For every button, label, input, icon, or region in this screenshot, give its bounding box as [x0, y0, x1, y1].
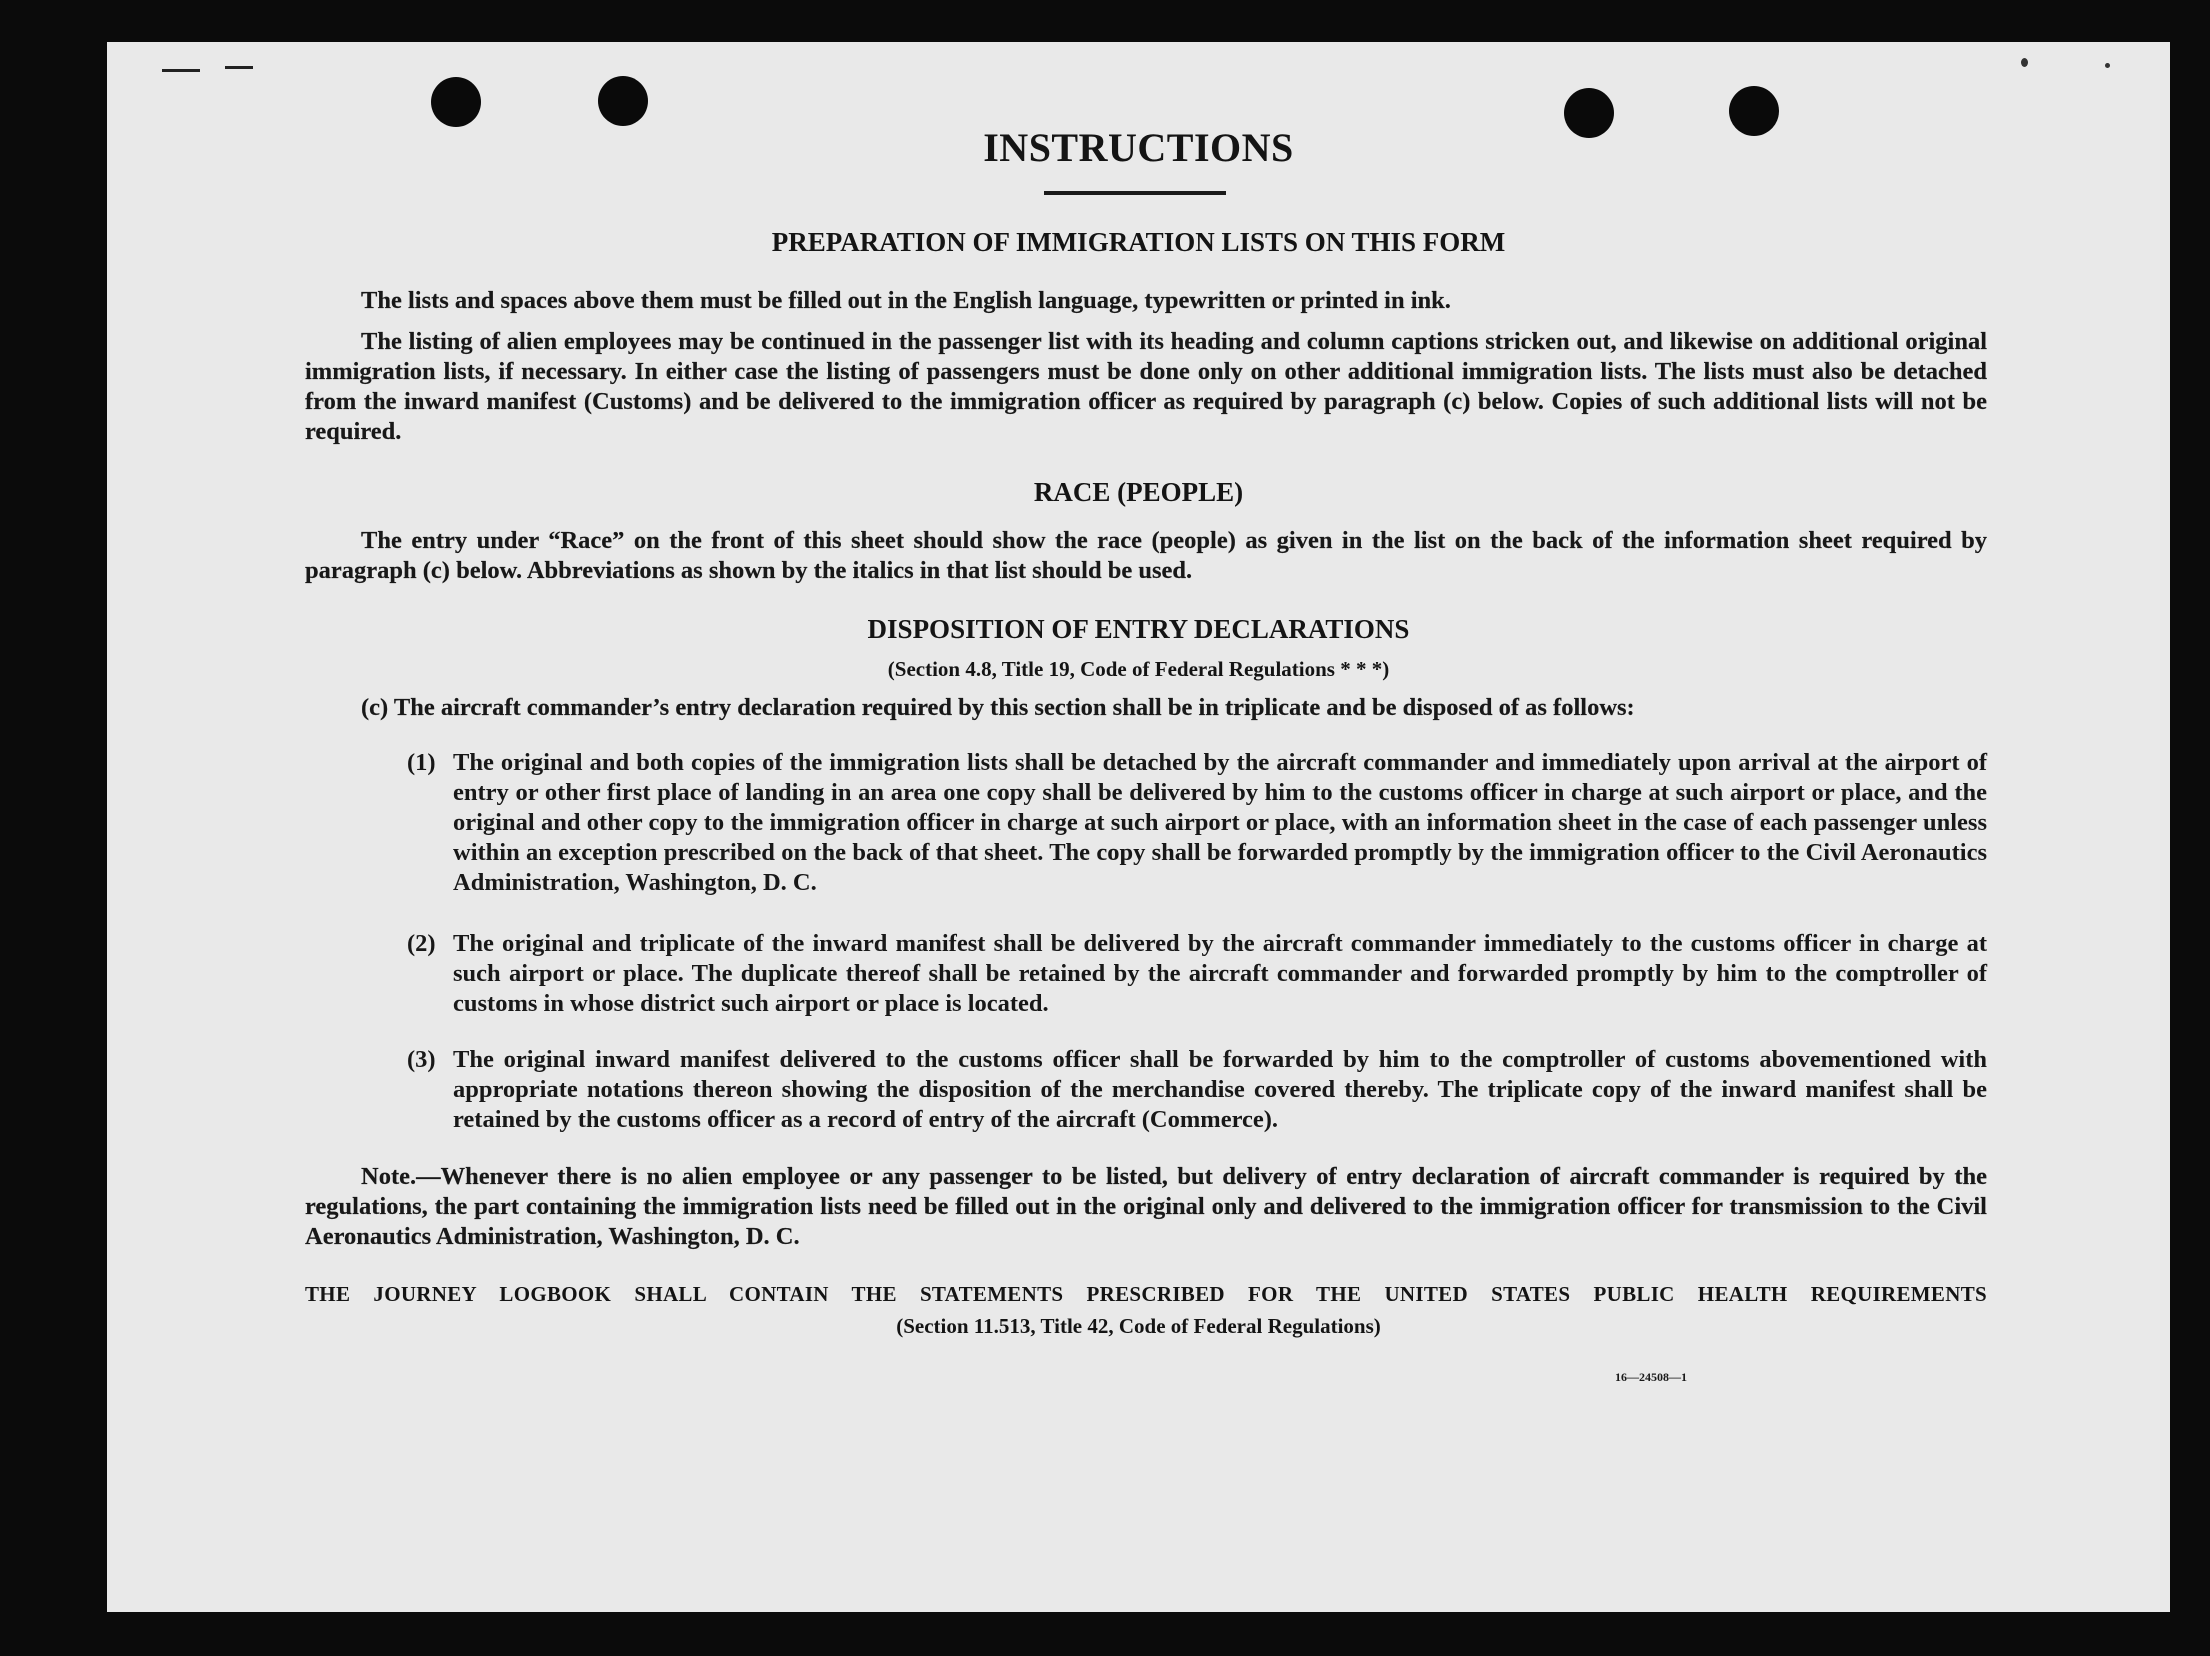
- item-number: (2): [407, 930, 436, 957]
- list-item: [407, 1045, 1987, 1135]
- scan-speck: [2021, 58, 2028, 67]
- list-item: [407, 929, 1987, 1019]
- section-heading: PREPARATION OF IMMIGRATION LISTS ON THIS FORM: [771, 227, 1506, 257]
- document-page: [107, 42, 2170, 1612]
- punch-hole: [598, 76, 648, 126]
- page-title: INSTRUCTIONS: [983, 125, 1294, 170]
- item-text: The original inward manifest delivered to the customs officer shall be forwarded by him to the comptroller of customs abovementioned with appropriate notations thereon showing the disposition of the merchandise covered thereby. The triplicate copy of the inward manifest shall be retained by the customs officer as a record of entry of the aircraft (Commerce).: [453, 1046, 1987, 1133]
- logbook-statement: THE JOURNEY LOGBOOK SHALL CONTAIN THE STATEMENTS PRESCRIBED FOR THE UNITED STATES PUBLIC HEALTH REQUIREMENTS: [305, 1282, 1987, 1306]
- punch-hole: [431, 77, 481, 127]
- list-item: [407, 748, 1987, 898]
- item-text: The original and both copies of the immigration lists shall be detached by the aircraft commander and immediately upon arrival at the airport of entry or other first place of landing in an area one copy shall be delivered by him to the customs officer in charge at such airport or place, and the original and other copy to the immigration officer in charge at such airport or place, with an information sheet in the case of each passenger unless within an exception prescribed on the back of that sheet. The copy shall be forwarded promptly by the immigration officer to the Civil Aeronautics Administration, Washington, D. C.: [453, 749, 1987, 896]
- paragraph: The listing of alien employees may be continued in the passenger list with its heading and column captions stricken out, and likewise on additional original immigration lists, if necessary. In either case the listing of passengers must be done only on other additional immigration lists. The lists must also be detached from the inward manifest (Customs) and be delivered to the immigration officer as required by paragraph (c) below. Copies of such additional lists will not be required.: [305, 328, 1987, 445]
- form-number: 16—24508—1: [1615, 1370, 1687, 1384]
- paragraph: The entry under “Race” on the front of this sheet should show the race (people) as given in the list on the back of the information sheet required by paragraph (c) below. Abbreviations as shown by the italics in that list should be used.: [305, 527, 1987, 584]
- bleed-through-text: [2017, 877, 2167, 1085]
- item-number: (3): [407, 1046, 436, 1073]
- scan-mark: [162, 69, 200, 72]
- note-paragraph: Note.—Whenever there is no alien employee or any passenger to be listed, but delivery of entry declaration of aircraft commander is required by the regulations, the part containing the immigration lists need be filled out in the original only and delivered to the immigration officer for transmission to the Civil Aeronautics Administration, Washington, D. C.: [305, 1163, 1987, 1250]
- scan-speck: [2105, 63, 2110, 68]
- section-heading: RACE (PEOPLE): [1033, 477, 1244, 507]
- section-heading: DISPOSITION OF ENTRY DECLARATIONS: [867, 614, 1410, 644]
- title-rule: [1044, 191, 1226, 195]
- paragraph: (c) The aircraft commander’s entry declaration required by this section shall be in triplicate and be disposed of as follows:: [361, 694, 1635, 721]
- paragraph: The lists and spaces above them must be filled out in the English language, typewritten or printed in ink.: [361, 287, 1451, 314]
- logbook-citation: (Section 11.513, Title 42, Code of Federal Regulations): [896, 1314, 1381, 1338]
- item-number: (1): [407, 749, 436, 776]
- section-subheading: (Section 4.8, Title 19, Code of Federal Regulations * * *): [887, 657, 1390, 681]
- item-text: The original and triplicate of the inward manifest shall be delivered by the aircraft commander immediately to the customs officer in charge at such airport or place. The duplicate thereof shall be retained by the aircraft commander and forwarded promptly by him to the comptroller of customs in whose district such airport or place is located.: [453, 930, 1987, 1017]
- scan-mark: [225, 66, 253, 69]
